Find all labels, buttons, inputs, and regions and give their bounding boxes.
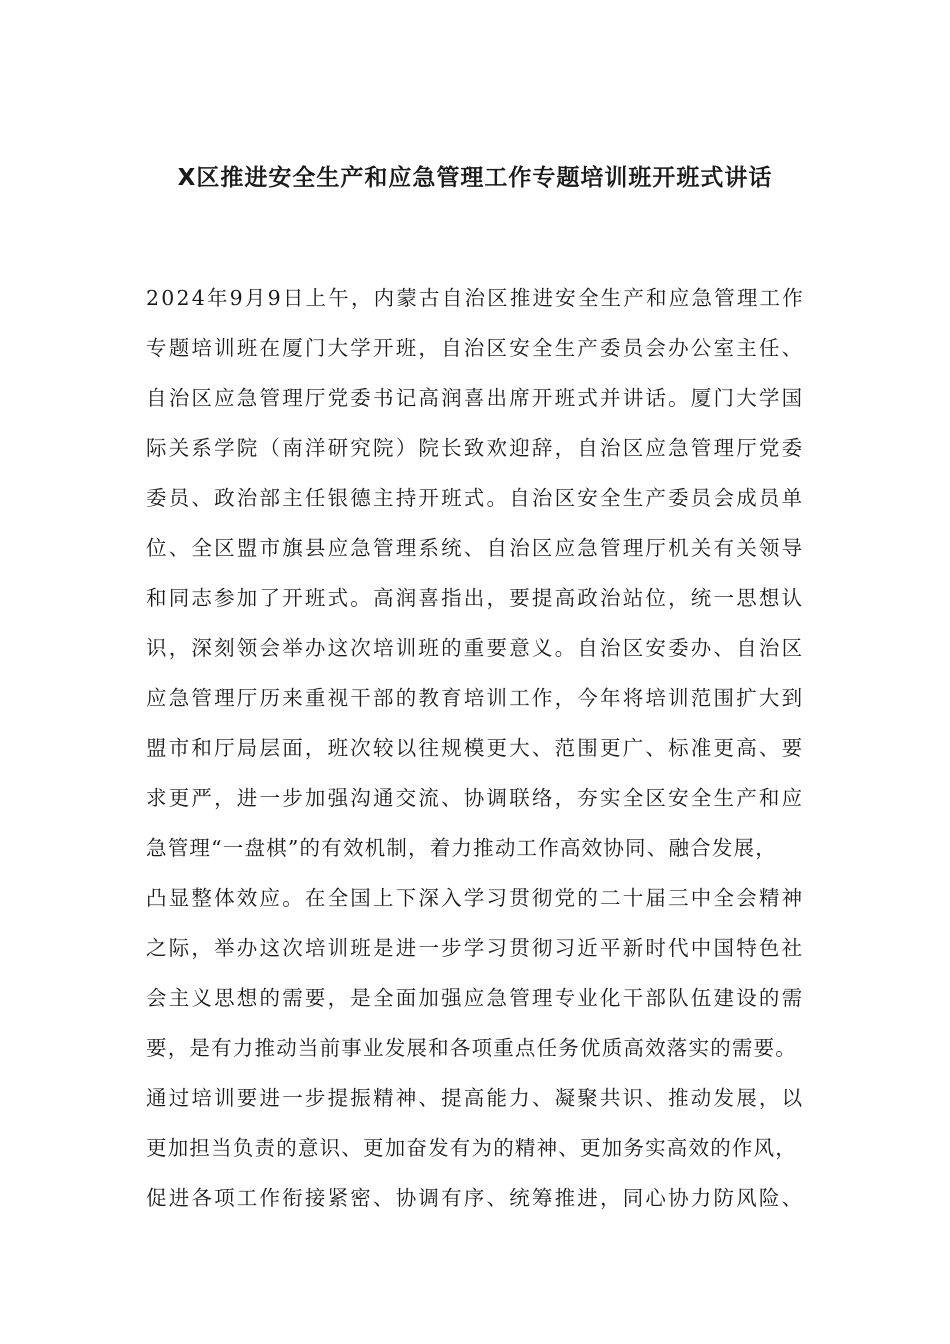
- document-body: [146, 273, 826, 1223]
- body-line: 2024年9月9日上午，内蒙古自治区推进安全生产和应急管理工作: [146, 286, 805, 310]
- body-line: 要，是有力推动当前事业发展和各项重点任务优质高效落实的需要。: [146, 1036, 797, 1060]
- body-line: 会主义思想的需要，是全面加强应急管理专业化干部队伍建设的需: [146, 986, 805, 1010]
- body-line: 识，深刻领会举办这次培训班的重要意义。自治区安委办、自治区: [146, 636, 805, 660]
- body-line: 位、全区盟市旗县应急管理系统、自治区应急管理厅机关有关领导: [146, 536, 805, 560]
- body-line: 更加担当负责的意识、更加奋发有为的精神、更加务实高效的作风，: [146, 1136, 797, 1160]
- body-line: 自治区应急管理厅党委书记高润喜出席开班式并讲话。厦门大学国: [146, 386, 805, 410]
- body-line: 之际，举办这次培训班是进一步学习贯彻习近平新时代中国特色社: [146, 936, 805, 960]
- document-title: X区推进安全生产和应急管理工作专题培训班开班式讲话: [177, 165, 773, 191]
- body-line: 际关系学院（南洋研究院）院长致欢迎辞，自治区应急管理厅党委: [146, 436, 805, 460]
- body-line: 委员、政治部主任银德主持开班式。自治区安全生产委员会成员单: [146, 486, 805, 510]
- body-line: 促进各项工作衔接紧密、协调有序、统筹推进，同心协力防风险、: [146, 1186, 805, 1210]
- body-line: 盟市和厅局层面，班次较以往规模更大、范围更广、标准更高、要: [146, 736, 805, 760]
- body-line: 求更严，进一步加强沟通交流、协调联络，夯实全区安全生产和应: [146, 786, 805, 810]
- body-line: 凸显整体效应。在全国上下深入学习贯彻党的二十届三中全会精神: [146, 886, 805, 910]
- body-line: 专题培训班在厦门大学开班，自治区安全生产委员会办公室主任、: [146, 336, 805, 360]
- body-line: 应急管理厅历来重视干部的教育培训工作，今年将培训范围扩大到: [146, 686, 805, 710]
- body-line: 急管理“一盘棋”的有效机制，着力推动工作高效协同、融合发展，: [146, 836, 777, 860]
- body-line: 和同志参加了开班式。高润喜指出，要提高政治站位，统一思想认: [146, 586, 805, 610]
- body-line: 通过培训要进一步提振精神、提高能力、凝聚共识、推动发展，以: [146, 1086, 805, 1110]
